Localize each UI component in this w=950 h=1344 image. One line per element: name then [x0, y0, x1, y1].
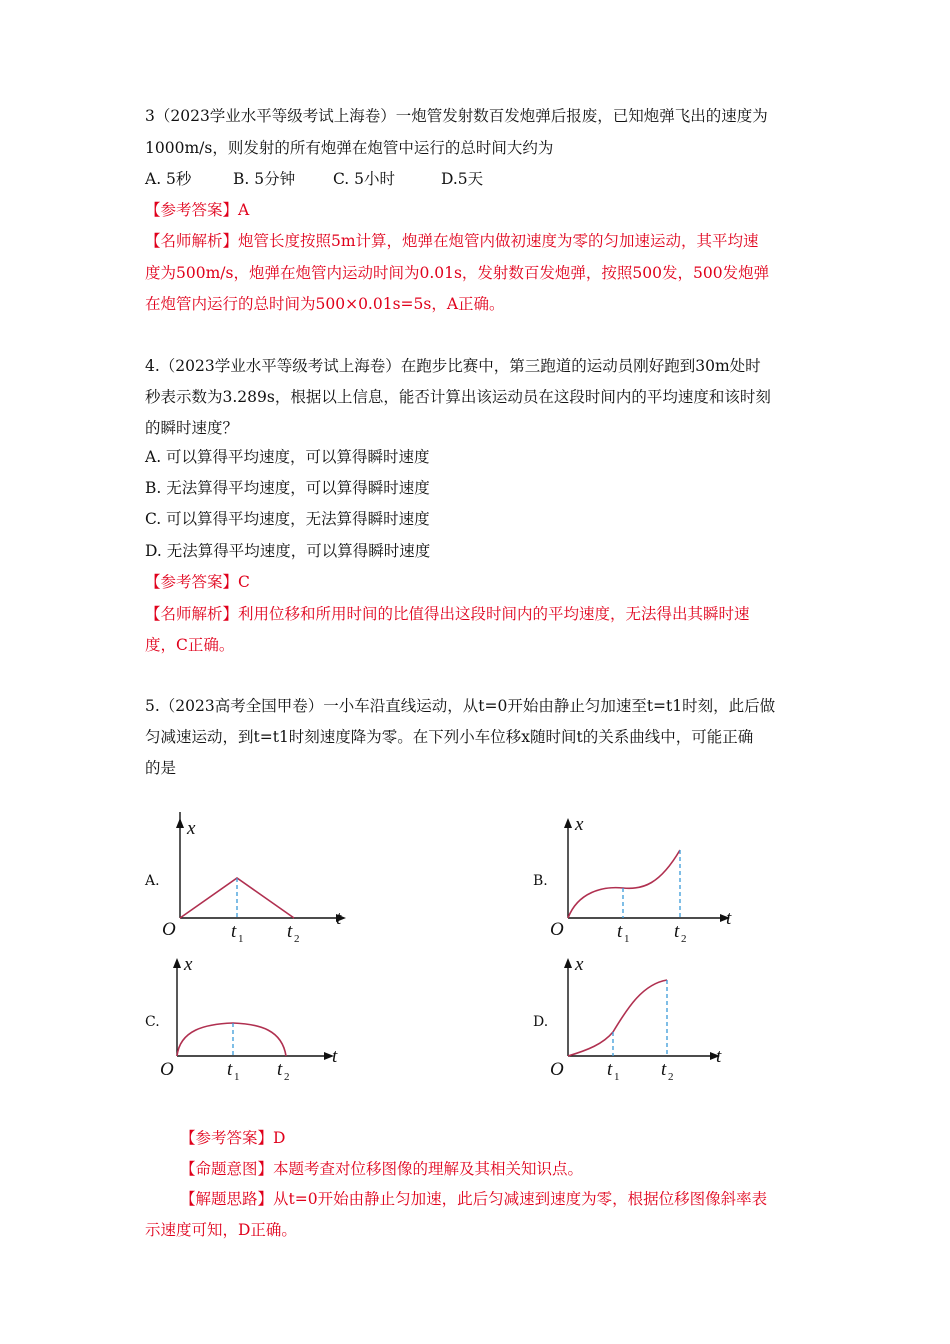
q3-option-d: D.5天: [441, 170, 484, 188]
q3-analysis-line2: 度为500m/s，炮弹在炮管内运动时间为0.01s，发射数百发炮弹，按照500发，500发炮弹: [145, 264, 770, 282]
svg-text:1: 1: [614, 1071, 620, 1083]
svg-text:2: 2: [668, 1071, 674, 1083]
q5-intent: 【命题意图】本题考查对位移图像的理解及其相关知识点。: [180, 1160, 584, 1178]
graph-c-t1: t: [227, 1059, 233, 1080]
graph-b-t2: t: [674, 921, 680, 942]
graph-a: [160, 812, 360, 947]
q5-idea-line2: 示速度可知，D正确。: [145, 1221, 297, 1239]
q5-stem-line1: 5.（2023高考全国甲卷）一小车沿直线运动，从t=0开始由静止匀加速至t=t1时刻，此后做: [145, 697, 776, 715]
q3-analysis-line1: 【名师解析】炮管长度按照5m计算，炮弹在炮管内做初速度为零的匀加速运动，其平均速: [145, 232, 759, 250]
graph-c-t2: t: [277, 1059, 283, 1080]
graph-b: [548, 812, 748, 947]
graph-b-x-label: x: [575, 814, 584, 835]
q4-option-a: A. 可以算得平均速度，可以算得瞬时速度: [145, 448, 430, 466]
graph-a-x-label: x: [187, 818, 196, 839]
q5-stem-line2: 匀减速运动，到t=t1时刻速度降为零。在下列小车位移x随时间t的关系曲线中，可能正确: [145, 728, 754, 746]
q4-option-b: B. 无法算得平均速度，可以算得瞬时速度: [145, 479, 430, 497]
q4-analysis-line1: 【名师解析】利用位移和所用时间的比值得出这段时间内的平均速度，无法得出其瞬时速: [145, 605, 750, 623]
graph-a-label: A.: [145, 873, 160, 889]
q3-option-c: C. 5小时: [333, 170, 396, 188]
graph-b-label: B.: [533, 873, 548, 889]
q3-answer: 【参考答案】A: [145, 201, 250, 219]
graph-d: [548, 952, 748, 1087]
graph-d-x-label: x: [575, 954, 584, 975]
q5-idea-line1: 【解题思路】从t=0开始由静止匀加速，此后匀减速到速度为零，根据位移图像斜率表: [180, 1190, 768, 1208]
graph-b-t1: t: [617, 921, 623, 942]
graph-a-t2: t: [287, 921, 293, 942]
svg-text:1: 1: [238, 933, 244, 945]
graph-c-x-label: x: [184, 954, 193, 975]
graph-c-origin: O: [160, 1059, 174, 1080]
q3-stem-line1: 3（2023学业水平等级考试上海卷）一炮管发射数百发炮弹后报废，已知炮弹飞出的速度为: [145, 107, 768, 125]
graph-d-t-label: t: [716, 1046, 722, 1067]
graph-b-curve: [568, 850, 680, 918]
q4-stem-line3: 的瞬时速度？: [145, 419, 239, 437]
q4-stem-line2: 秒表示数为3.289s，根据以上信息，能否计算出该运动员在这段时间内的平均速度和该时刻: [145, 388, 771, 406]
q4-option-c: C. 可以算得平均速度，无法算得瞬时速度: [145, 510, 430, 528]
q5-answer: 【参考答案】D: [180, 1129, 286, 1147]
graph-a-curve: [180, 878, 294, 918]
graph-c-t-label: t: [332, 1046, 338, 1067]
graph-d-t1: t: [607, 1059, 613, 1080]
q3-analysis-line3: 在炮管内运行的总时间为500×0.01s=5s，A正确。: [145, 295, 505, 313]
q3-options: [145, 168, 483, 190]
graph-d-origin: O: [550, 1059, 564, 1080]
graph-a-t-label: t: [336, 908, 342, 929]
graph-a-origin: O: [162, 919, 176, 940]
q5-stem-line3: 的是: [145, 759, 177, 777]
svg-text:2: 2: [284, 1071, 290, 1083]
graph-d-curve: [568, 980, 667, 1056]
q3-stem-line2: 1000m/s，则发射的所有炮弹在炮管中运行的总时间大约为: [145, 139, 554, 157]
svg-text:1: 1: [624, 933, 630, 945]
q4-answer: 【参考答案】C: [145, 573, 250, 591]
graph-b-t-label: t: [726, 908, 732, 929]
q3-option-b: B. 5分钟: [233, 170, 296, 188]
svg-text:2: 2: [681, 933, 687, 945]
svg-text:1: 1: [234, 1071, 240, 1083]
q4-analysis-line2: 度，C正确。: [145, 636, 235, 654]
graph-c-label: C.: [145, 1014, 160, 1030]
graph-d-label: D.: [533, 1014, 549, 1030]
graph-d-t2: t: [661, 1059, 667, 1080]
graph-a-t1: t: [231, 921, 237, 942]
graph-c-curve: [177, 1023, 286, 1056]
q4-stem-line1: 4.（2023学业水平等级考试上海卷）在跑步比赛中，第三跑道的运动员刚好跑到30m处时: [145, 357, 761, 375]
graph-c: [160, 952, 360, 1087]
svg-text:2: 2: [294, 933, 300, 945]
graph-b-origin: O: [550, 919, 564, 940]
q4-option-d: D. 无法算得平均速度，可以算得瞬时速度: [145, 542, 431, 560]
q3-option-a: A. 5秒: [145, 170, 192, 188]
